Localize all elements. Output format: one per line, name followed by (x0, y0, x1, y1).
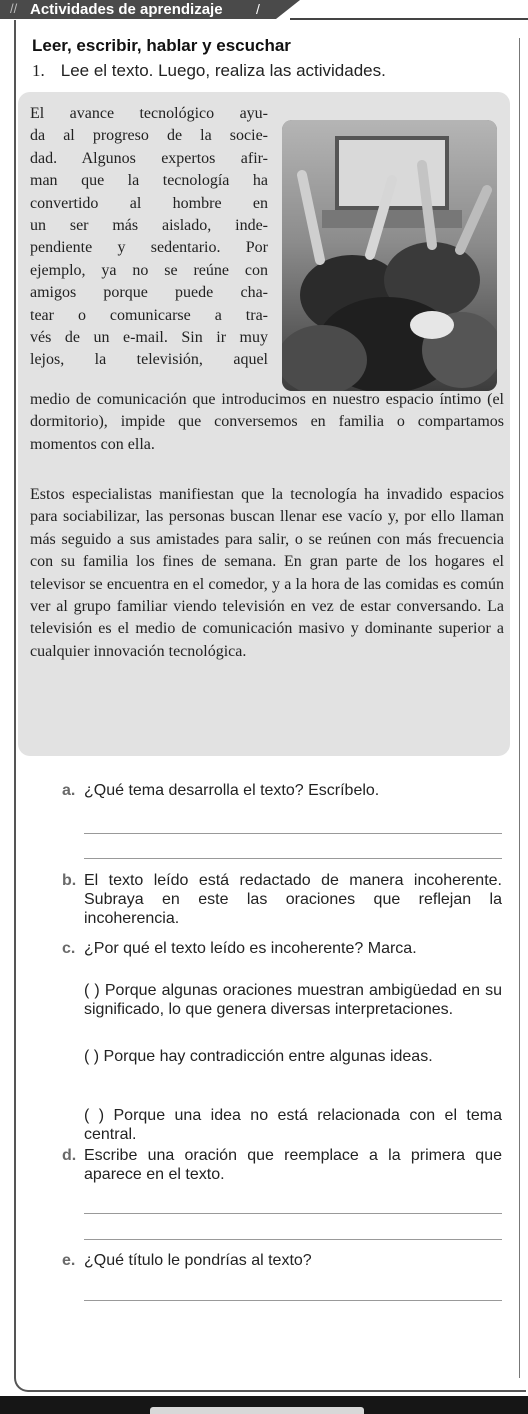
header-slash-decoration: / (256, 1, 260, 17)
section-header-title: Actividades de aprendizaje (30, 1, 223, 18)
reading-paragraph-2: Estos especialistas manifiestan que la tecnología ha invadido espacios para sociabilizar, las personas buscan llenar ese vacío y, por ello llaman más seguido a sus amistades para salir, o se reúnen con más frecuencia con su familia los fines de semana. En gran parte de los hogares el televisor se encuentra en el comedor, y a la hora de las comidas es común ver al grupo familiar viendo televisión en vez de estar conversando. La televisión es el medio de comunicación masivo y dominante superior a cualquier innovación tecnológica. (30, 486, 504, 660)
people-watching-tv-photo (282, 120, 497, 391)
text-line: convertido al hombre en (30, 194, 268, 212)
page-frame-right (519, 38, 520, 1378)
text-line: un ser más aislado, inde- (30, 217, 268, 235)
question-d-label: d. (62, 1147, 77, 1164)
option-c-3[interactable]: ( ) Porque una idea no está relacionada con el tema central. (84, 1107, 502, 1143)
answer-line[interactable] (84, 858, 502, 859)
question-c-label: c. (62, 940, 76, 957)
text-line: pendiente y sedentario. Por (30, 239, 268, 257)
instruction-number: 1. (32, 61, 45, 80)
text-line: man que la tecnología ha (30, 172, 268, 190)
question-b-text: El texto leído está redactado de manera incoherente. Subraya en este las oraciones que reflejan la incoherencia. (84, 872, 502, 927)
answer-line[interactable] (84, 1239, 502, 1240)
activity-title: Leer, escribir, hablar y escuchar (32, 36, 291, 55)
answer-line[interactable] (84, 833, 502, 834)
text-line: lejos, la televisión, aquel (30, 351, 268, 369)
text-line: vés de un e-mail. Sin ir muy (30, 329, 268, 347)
text-line: amigos porque puede cha- (30, 284, 268, 302)
option-c-1[interactable]: ( ) Porque algunas oraciones muestran ambigüedad en su significado, lo que genera diversas interpretaciones. (84, 982, 502, 1018)
answer-line[interactable] (84, 1213, 502, 1214)
text-line: dad. Algunos expertos afir- (30, 149, 268, 167)
answer-line[interactable] (84, 1300, 502, 1301)
question-d-text: Escribe una oración que reemplace a la primera que aparece en el texto. (84, 1147, 502, 1183)
reading-paragraph-1-continued: medio de comunicación que introducimos en nuestro espacio íntimo (el dormitorio), impide que conversemos en familia o compartamos momentos con ella. (30, 391, 504, 453)
header-decoration: // (10, 1, 18, 16)
reading-paragraph-1 (30, 103, 268, 372)
question-a-text: ¿Qué tema desarrolla el texto? Escríbelo. (84, 782, 380, 799)
question-a-label: a. (62, 782, 76, 799)
text-line: tear o comunicarse a tra- (30, 306, 268, 324)
text-line: El avance tecnológico ayu- (30, 105, 268, 122)
question-b-label: b. (62, 872, 77, 889)
viewer-scroll-tab[interactable] (150, 1407, 364, 1414)
instruction (32, 61, 386, 81)
instruction-text: Lee el texto. Luego, realiza las actividades. (60, 61, 386, 80)
question-c-text: ¿Por qué el texto leído es incoherente? Marca. (84, 940, 417, 957)
text-line: da al progreso de la socie- (30, 127, 268, 145)
question-e-text: ¿Qué título le pondrías al texto? (84, 1252, 312, 1269)
text-line: ejemplo, ya no se reúne con (30, 261, 268, 279)
option-c-2[interactable]: ( ) Porque hay contradicción entre algunas ideas. (84, 1048, 433, 1065)
question-e-label: e. (62, 1252, 76, 1269)
